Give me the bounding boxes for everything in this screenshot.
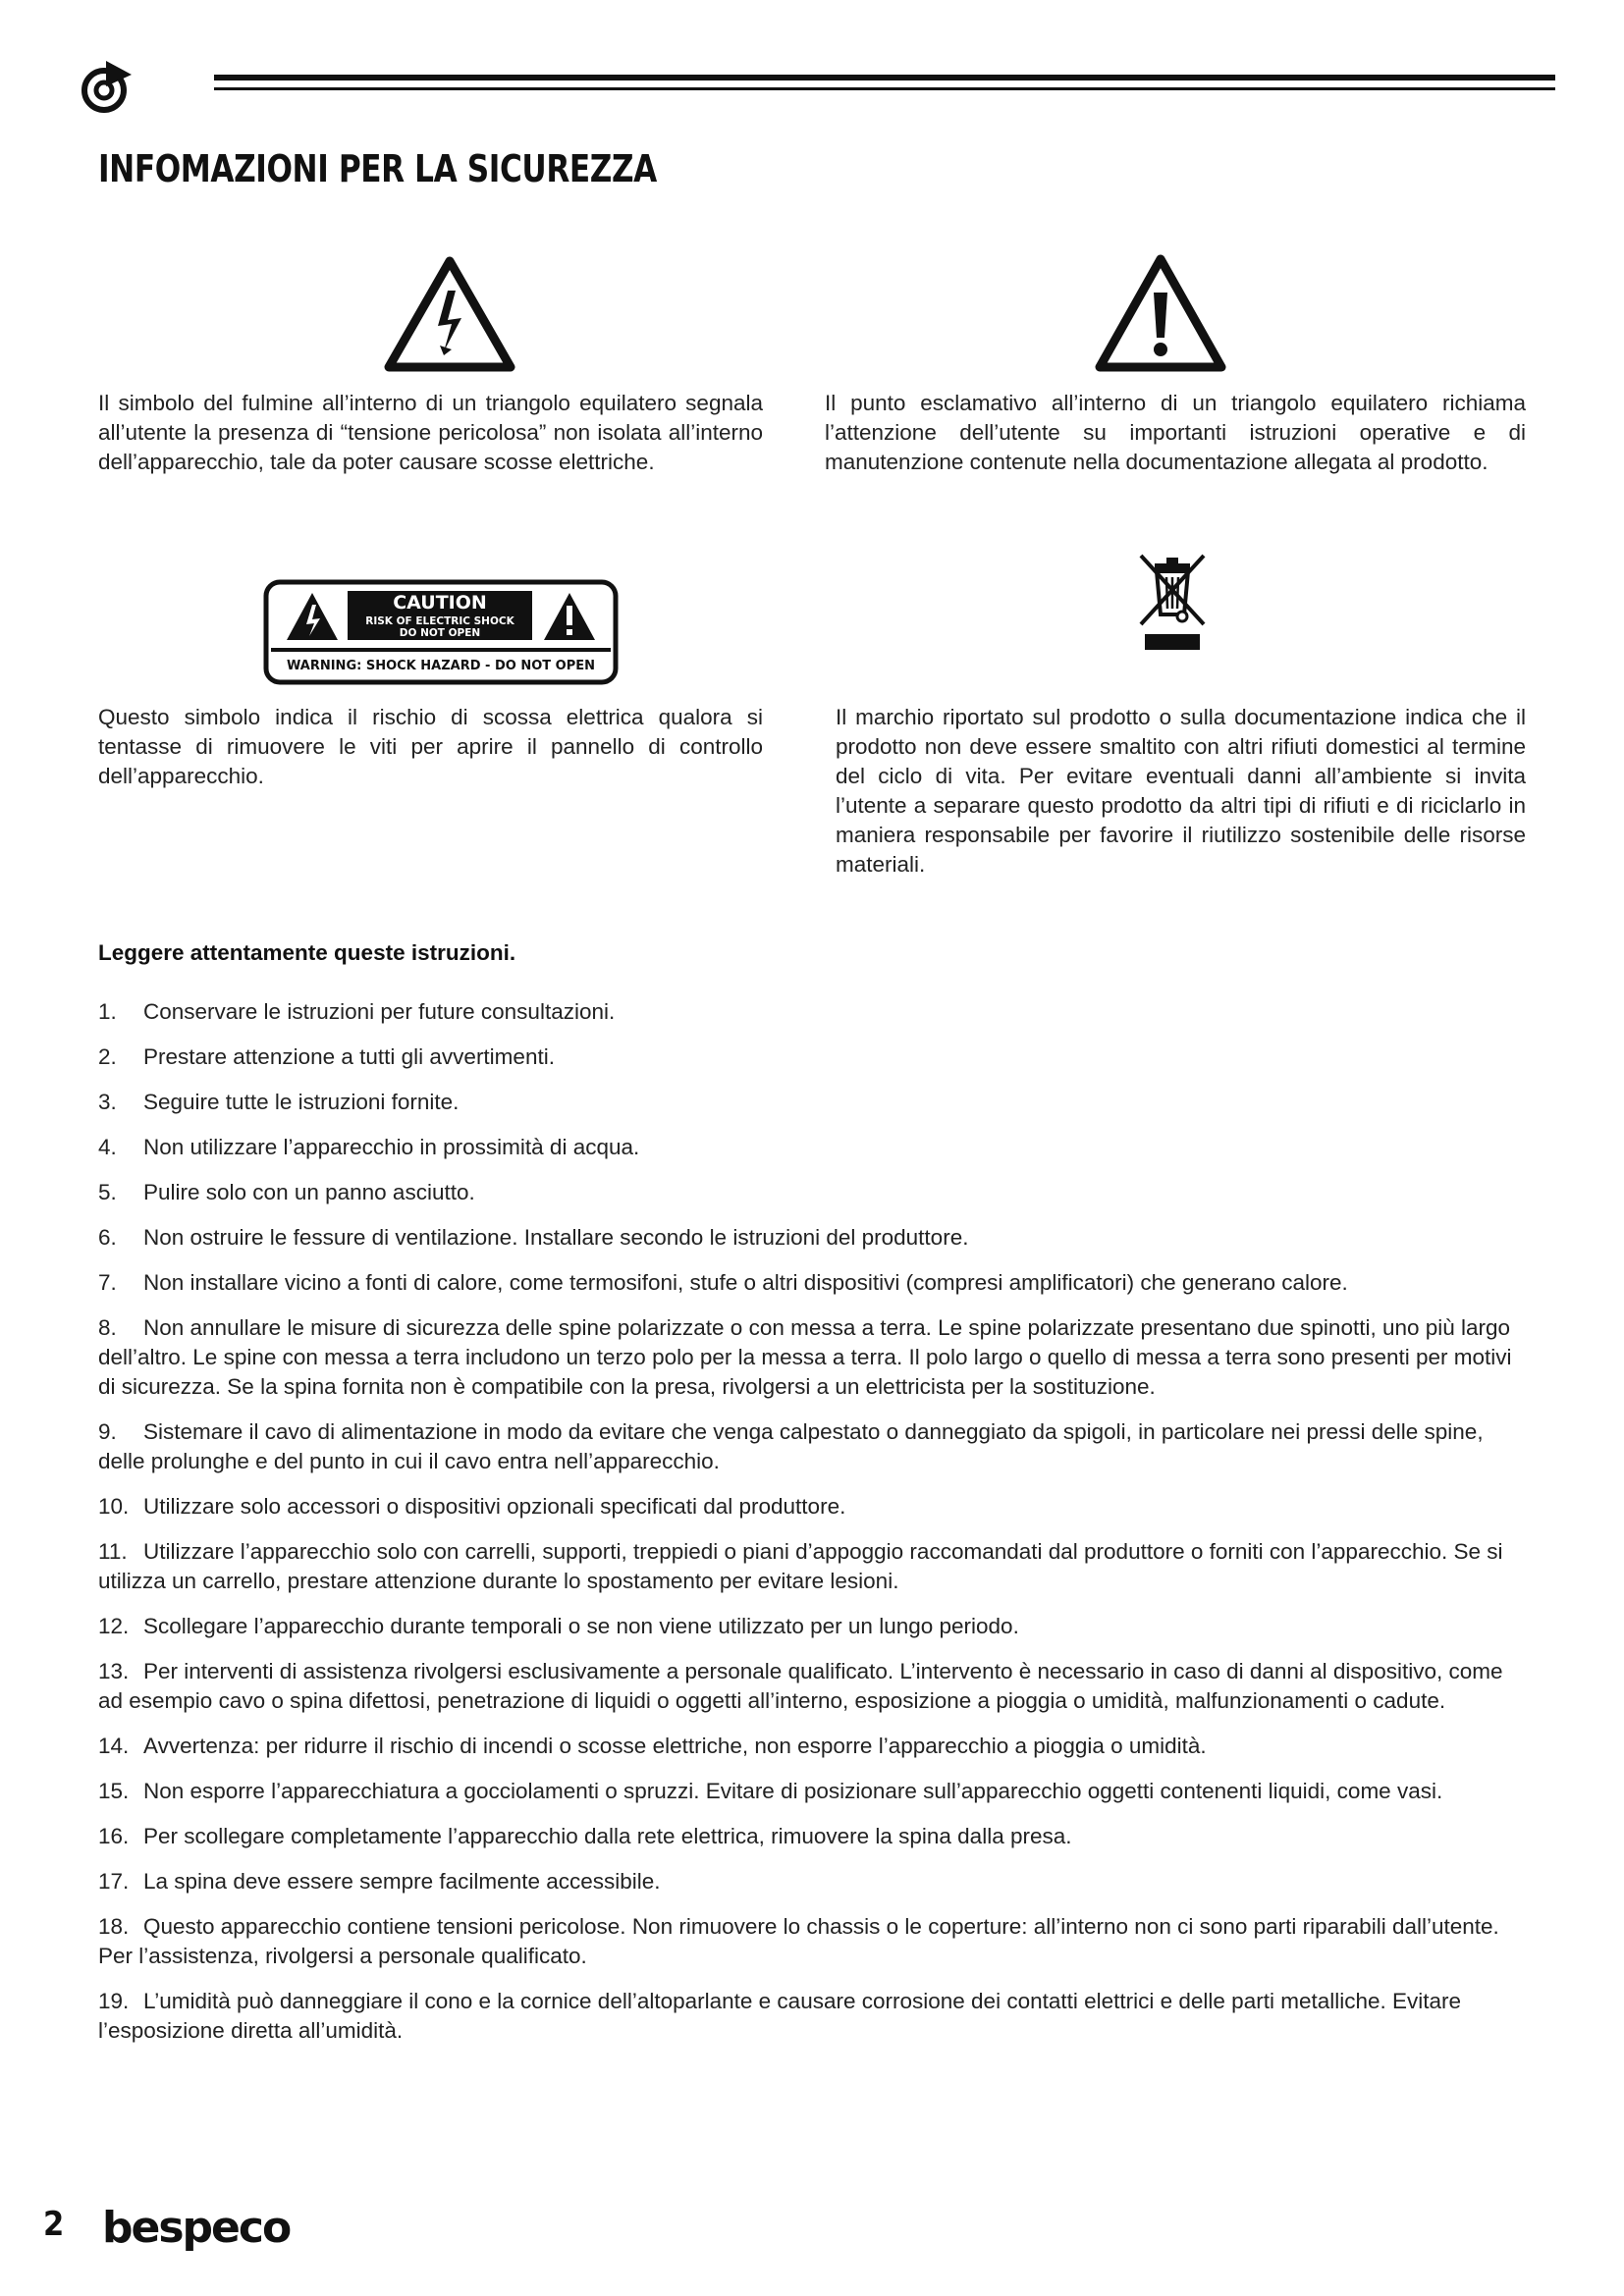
instruction-text: Per scollegare completamente l’apparecchio dalla rete elettrica, rimuovere la spina dalla presa.: [143, 1824, 1072, 1848]
instruction-text: Utilizzare l’apparecchio solo con carrelli, supporti, treppiedi o piani d’appoggio raccomandati dal produttore o forniti con l’apparecchio. Se si utilizza un carrello, prestare attenzione durante lo spostamento per evitare lesioni.: [98, 1539, 1503, 1593]
instruction-text: Utilizzare solo accessori o dispositivi opzionali specificati dal produttore.: [143, 1494, 846, 1519]
instruction-number: 8.: [98, 1315, 117, 1340]
instruction-item: [98, 1657, 1528, 1716]
caution-label-line1: RISK OF ELECTRIC SHOCK: [365, 615, 514, 627]
instruction-text: L’umidità può danneggiare il cono e la cornice dell’altoparlante e causare corrosione dei contatti elettrici e delle parti metalliche. Evitare l’esposizione diretta all’umidità.: [98, 1989, 1462, 2043]
instruction-number: 14.: [98, 1734, 130, 1758]
caution-label-warning: WARNING: SHOCK HAZARD - DO NOT OPEN: [287, 659, 595, 673]
instruction-item: [98, 1088, 1528, 1117]
brand-mark-icon: [77, 57, 137, 118]
instruction-item: [98, 1987, 1528, 2046]
instruction-number: 2.: [98, 1044, 117, 1069]
crossed-bin-icon: [1135, 550, 1210, 656]
instruction-item: [98, 1042, 1528, 1072]
instruction-number: 3.: [98, 1090, 117, 1114]
instruction-item: [98, 997, 1528, 1027]
instruction-number: 13.: [98, 1659, 130, 1683]
instruction-text: Questo apparecchio contiene tensioni pericolose. Non rimuovere lo chassis o le coperture: all’interno non ci sono parti riparabili dall’utente. Per l’assistenza, rivolgersi a personale qualificato.: [98, 1914, 1499, 1968]
exclamation-symbol-description: Il punto esclamativo all’interno di un triangolo equilatero richiama l’attenzione dell’utente su importanti istruzioni operative e di manutenzione contenute nella documentazione allegata al prodotto.: [825, 391, 1526, 474]
instruction-number: 5.: [98, 1180, 117, 1204]
instruction-item: [98, 1178, 1528, 1207]
instruction-item: [98, 1732, 1528, 1761]
instruction-text: Scollegare l’apparecchio durante temporali o se non viene utilizzato per un lungo periodo.: [143, 1614, 1019, 1638]
header-rule: [214, 75, 1555, 80]
lightning-symbol-description: Il simbolo del fulmine all’interno di un triangolo equilatero segnala all’utente la presenza di “tensione pericolosa” non isolata all’interno dell’apparecchio, tale da poter causare scosse elettriche.: [98, 391, 763, 474]
instruction-number: 10.: [98, 1494, 130, 1519]
instruction-text: Non esporre l’apparecchiatura a gocciolamenti o spruzzi. Evitare di posizionare sull’apparecchio oggetti contenenti liquidi, come vasi.: [143, 1779, 1443, 1803]
instruction-number: 11.: [98, 1539, 128, 1564]
instructions-heading: Leggere attentamente queste istruzioni.: [98, 940, 516, 965]
instruction-item: [98, 1417, 1528, 1476]
instruction-item: [98, 1492, 1528, 1522]
instruction-text: Non utilizzare l’apparecchio in prossimità di acqua.: [143, 1135, 640, 1159]
instruction-text: Non installare vicino a fonti di calore, come termosifoni, stufe o altri dispositivi (compresi amplificatori) che generano calore.: [143, 1270, 1348, 1295]
instructions-list: [98, 997, 1528, 2061]
instruction-item: [98, 1912, 1528, 1971]
instruction-text: Conservare le istruzioni per future consultazioni.: [143, 999, 616, 1024]
header-rule-thin: [214, 87, 1555, 90]
instruction-item: [98, 1867, 1528, 1896]
instruction-number: 9.: [98, 1419, 117, 1444]
instruction-item: [98, 1268, 1528, 1298]
instruction-text: Seguire tutte le istruzioni fornite.: [143, 1090, 460, 1114]
instruction-text: Per interventi di assistenza rivolgersi esclusivamente a personale qualificato. L’intervento è necessario in caso di danni al dispositivo, come ad esempio cavo o spina difettosi, penetrazione di liquidi o oggetti all’interno, esposizione a pioggia o umidità, malfunzionamenti o cadute.: [98, 1659, 1503, 1713]
instruction-text: Prestare attenzione a tutti gli avvertimenti.: [143, 1044, 555, 1069]
brand-logo: [102, 2203, 290, 2253]
instruction-number: 6.: [98, 1225, 117, 1250]
instruction-number: 16.: [98, 1824, 130, 1848]
instruction-text: Sistemare il cavo di alimentazione in modo da evitare che venga calpestato o danneggiato da spigoli, in particolare nei pressi delle spine, delle prolunghe e del punto in cui il cavo entra nell’apparecchio.: [98, 1419, 1484, 1473]
instruction-text: La spina deve essere sempre facilmente accessibile.: [143, 1869, 661, 1894]
instruction-number: 12.: [98, 1614, 130, 1638]
instruction-text: Pulire solo con un panno asciutto.: [143, 1180, 475, 1204]
instruction-number: 17.: [98, 1869, 130, 1894]
instruction-number: 7.: [98, 1270, 117, 1295]
electric-shock-warning-icon: [383, 253, 516, 373]
instruction-number: 4.: [98, 1135, 117, 1159]
instruction-text: Avvertenza: per ridurre il rischio di incendi o scosse elettriche, non esporre l’apparecchio a pioggia o umidità.: [143, 1734, 1207, 1758]
instruction-number: 19.: [98, 1989, 130, 2013]
caution-label-line2: DO NOT OPEN: [399, 627, 481, 639]
instruction-item: [98, 1777, 1528, 1806]
instruction-number: 1.: [98, 999, 117, 1024]
instruction-item: [98, 1313, 1528, 1402]
brand-logo-text: bespeco: [102, 2203, 291, 2253]
instruction-item: [98, 1537, 1528, 1596]
exclamation-warning-icon: [1094, 251, 1227, 373]
instruction-number: 18.: [98, 1914, 130, 1939]
instruction-item: [98, 1133, 1528, 1162]
instruction-item: [98, 1223, 1528, 1253]
caution-label-icon: [263, 579, 619, 685]
caution-label-title: CAUTION: [393, 592, 487, 614]
instruction-text: Non annullare le misure di sicurezza delle spine polarizzate o con messa a terra. Le spine polarizzate presentano due spinotti, uno più largo dell’altro. Le spine con messa a terra includono un terzo polo per la messa a terra. Il polo largo o quello di messa a terra sono presenti per motivi di sicurezza. Se la spina fornita non è compatibile con la presa, rivolgersi a un elettricista per la sostituzione.: [98, 1315, 1512, 1399]
page-number: 2: [43, 2205, 65, 2244]
header-bar: [77, 57, 1555, 106]
caution-symbol-description: Questo simbolo indica il rischio di scossa elettrica qualora si tentasse di rimuovere le viti per aprire il pannello di controllo dell’apparecchio.: [98, 705, 763, 788]
weee-symbol-description: Il marchio riportato sul prodotto o sulla documentazione indica che il prodotto non deve essere smaltito con altri rifiuti domestici al termine del ciclo di vita. Per evitare eventuali danni all’ambiente si invita l’utente a separare questo prodotto da altri tipi di rifiuti e di riciclarlo in maniera responsabile per favorire il riutilizzo sostenibile delle risorse materiali.: [836, 705, 1526, 877]
instruction-item: [98, 1822, 1528, 1851]
instruction-number: 15.: [98, 1779, 130, 1803]
page-title: INFOMAZIONI PER LA SICUREZZA: [98, 147, 657, 190]
instruction-item: [98, 1612, 1528, 1641]
instruction-text: Non ostruire le fessure di ventilazione. Installare secondo le istruzioni del produttore.: [143, 1225, 969, 1250]
